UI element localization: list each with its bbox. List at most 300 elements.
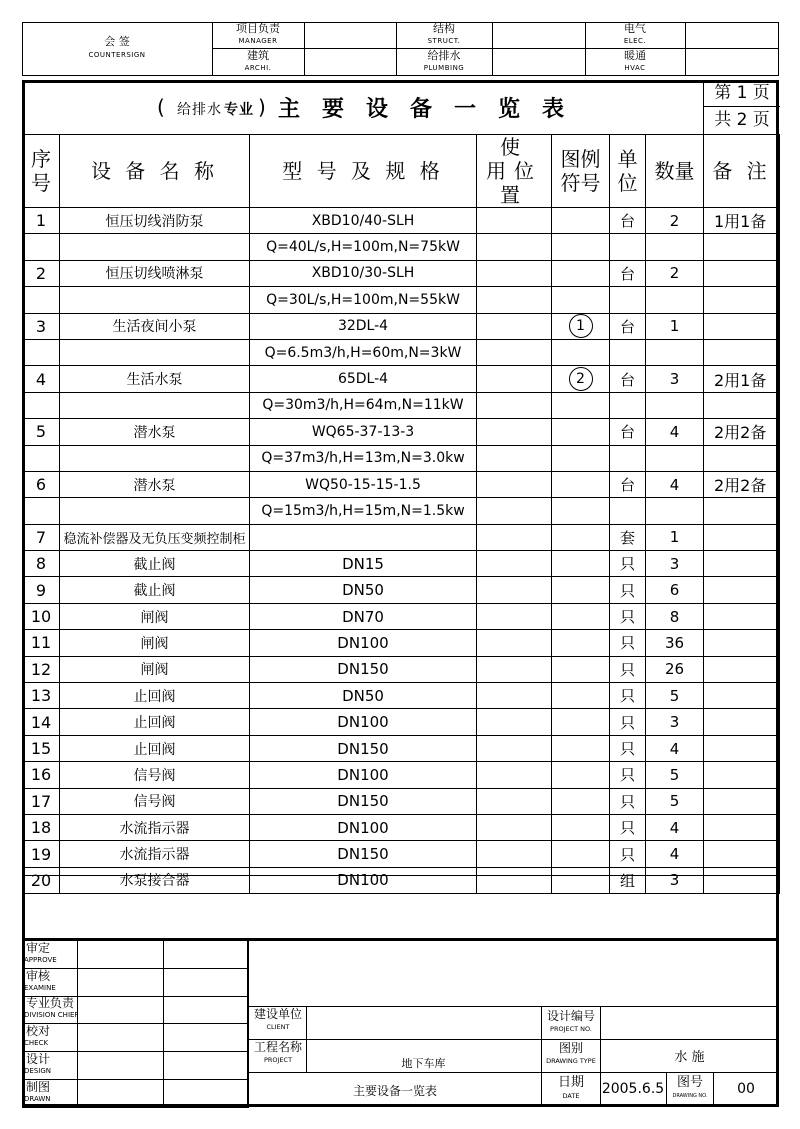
unit-cell: 组 <box>610 867 646 893</box>
name-blank <box>60 234 250 260</box>
name-blank <box>60 287 250 313</box>
cs-hvac: 暖通 <box>624 49 646 62</box>
unit-cell: 只 <box>610 814 646 840</box>
note-cell <box>704 735 780 761</box>
equipment-name: 止回阀 <box>60 735 250 761</box>
blank-cell <box>610 392 646 418</box>
equipment-name: 闸阀 <box>60 630 250 656</box>
quantity-cell: 4 <box>646 841 704 867</box>
title-paren-close: ) <box>258 95 266 119</box>
name-blank <box>60 339 250 365</box>
signoff-label: 专业负责 <box>26 996 75 1011</box>
client-label-en: CLIENT <box>266 1023 290 1031</box>
legend-cell <box>552 683 610 709</box>
cs-hvac-en: HVAC <box>624 64 646 72</box>
table-row <box>23 577 780 603</box>
blank-cell <box>552 234 610 260</box>
quantity-cell: 36 <box>646 630 704 656</box>
page-title: 主要设备一览表 <box>278 97 587 122</box>
table-row <box>23 683 780 709</box>
table-row <box>23 762 780 788</box>
equipment-model: DN100 <box>250 630 477 656</box>
legend-cell <box>552 735 610 761</box>
location-cell <box>477 524 552 550</box>
countersign-label-en: COUNTERSIGN <box>88 51 146 59</box>
blank-cell <box>552 498 610 524</box>
note-cell <box>704 683 780 709</box>
unit-cell: 只 <box>610 709 646 735</box>
table-spec-row <box>23 392 780 418</box>
signoff-label-en: DIVISION CHIEF <box>24 1011 79 1020</box>
signoff-label-en: APPROVE <box>24 956 57 964</box>
unit-cell: 只 <box>610 788 646 814</box>
quantity-cell: 4 <box>646 814 704 840</box>
table-row <box>23 709 780 735</box>
row-number: 17 <box>23 788 60 814</box>
equipment-model: DN100 <box>250 709 477 735</box>
quantity-cell: 4 <box>646 735 704 761</box>
location-cell <box>477 419 552 445</box>
row-number-blank <box>23 287 60 313</box>
cs-struct-en: STRUCT. <box>427 37 461 45</box>
note-cell <box>704 577 780 603</box>
cs-plumbing-en: PLUMBING <box>423 64 465 72</box>
unit-cell: 只 <box>610 630 646 656</box>
date-value: 2005.6.5 <box>601 1081 665 1097</box>
blank-cell <box>477 234 552 260</box>
unit-cell: 只 <box>610 656 646 682</box>
location-cell <box>477 603 552 629</box>
table-row <box>23 366 780 392</box>
note-cell: 2用2备 <box>704 419 780 445</box>
note-cell <box>704 762 780 788</box>
signoff-row <box>22 969 249 997</box>
location-cell <box>477 762 552 788</box>
unit-cell: 只 <box>610 551 646 577</box>
drawing-no-value: 00 <box>737 1081 755 1097</box>
header-model: 型 号 及 规 格 <box>250 135 477 208</box>
equipment-model: DN15 <box>250 551 477 577</box>
equipment-spec: Q=6.5m3/h,H=60m,N=3kW <box>250 339 477 365</box>
row-number: 3 <box>23 313 60 339</box>
note-cell: 2用2备 <box>704 471 780 497</box>
signoff-label-en: CHECK <box>24 1039 49 1048</box>
unit-cell: 台 <box>610 366 646 392</box>
row-number: 18 <box>23 814 60 840</box>
table-spec-row <box>23 339 780 365</box>
equipment-model: DN150 <box>250 656 477 682</box>
title-paren-open: ( <box>157 95 165 119</box>
blank-cell <box>704 445 780 471</box>
row-number: 15 <box>23 735 60 761</box>
row-number-blank <box>23 234 60 260</box>
location-cell <box>477 471 552 497</box>
equipment-model: XBD10/30-SLH <box>250 260 477 286</box>
legend-cell <box>552 841 610 867</box>
table-row <box>23 630 780 656</box>
table-row <box>23 208 780 234</box>
blank-cell <box>552 287 610 313</box>
blank-area <box>22 875 779 938</box>
cs-manager-en: MANAGER <box>238 37 278 45</box>
note-cell <box>704 656 780 682</box>
equipment-name: 潜水泵 <box>60 471 250 497</box>
row-number-blank <box>23 445 60 471</box>
table-row <box>23 313 780 339</box>
row-number: 20 <box>23 867 60 893</box>
equipment-name: 生活水泵 <box>60 366 250 392</box>
equipment-model: DN150 <box>250 735 477 761</box>
row-number: 9 <box>23 577 60 603</box>
quantity-cell: 3 <box>646 867 704 893</box>
header-location: 使 用位 置 <box>477 135 552 208</box>
row-number: 13 <box>23 683 60 709</box>
blank-cell <box>646 287 704 313</box>
unit-cell: 台 <box>610 208 646 234</box>
legend-cell <box>552 419 610 445</box>
equipment-name: 水流指示器 <box>60 814 250 840</box>
title-discipline: 给排水 <box>177 102 222 118</box>
equipment-model: WQ50-15-15-1.5 <box>250 471 477 497</box>
signoff-row <box>22 1080 249 1108</box>
equipment-model: 32DL-4 <box>250 313 477 339</box>
quantity-cell: 8 <box>646 603 704 629</box>
table-row <box>23 788 780 814</box>
signoff-label: 制图 <box>26 1079 51 1094</box>
date-label: 日期 <box>557 1075 584 1090</box>
note-cell <box>704 313 780 339</box>
row-number: 2 <box>23 260 60 286</box>
client-label: 建设单位 <box>253 1007 302 1021</box>
equipment-model: XBD10/40-SLH <box>250 208 477 234</box>
equipment-name: 止回阀 <box>60 709 250 735</box>
legend-cell <box>552 208 610 234</box>
signoff-row <box>22 1052 249 1080</box>
unit-cell: 只 <box>610 603 646 629</box>
legend-cell <box>552 814 610 840</box>
row-number: 6 <box>23 471 60 497</box>
equipment-name: 闸阀 <box>60 656 250 682</box>
legend-cell <box>552 260 610 286</box>
drawing-no-label: 图号 <box>676 1075 703 1090</box>
legend-cell <box>552 788 610 814</box>
row-number: 19 <box>23 841 60 867</box>
blank-cell <box>646 445 704 471</box>
title-suffix: 专业 <box>224 102 254 118</box>
row-number-blank <box>23 392 60 418</box>
equipment-spec: Q=30L/s,H=100m,N=55kW <box>250 287 477 313</box>
cs-struct: 结构 <box>433 22 455 35</box>
unit-cell: 只 <box>610 735 646 761</box>
blank-cell <box>610 339 646 365</box>
cs-archi-en: ARCHI. <box>244 64 272 72</box>
blank-cell <box>477 498 552 524</box>
blank-cell <box>704 498 780 524</box>
location-cell <box>477 260 552 286</box>
row-number: 16 <box>23 762 60 788</box>
location-cell <box>477 551 552 577</box>
note-cell: 1用1备 <box>704 208 780 234</box>
table-spec-row <box>23 498 780 524</box>
project-name: 地下车库 <box>401 1057 446 1070</box>
equipment-model: DN70 <box>250 603 477 629</box>
signoff-label: 设计 <box>26 1051 51 1066</box>
quantity-cell: 26 <box>646 656 704 682</box>
note-cell <box>704 788 780 814</box>
table-row <box>23 260 780 286</box>
equipment-name: 截止阀 <box>60 577 250 603</box>
blank-cell <box>704 392 780 418</box>
unit-cell: 套 <box>610 524 646 550</box>
countersign-label: 会 签 <box>104 35 130 48</box>
quantity-cell: 6 <box>646 577 704 603</box>
table-row <box>23 841 780 867</box>
note-cell <box>704 630 780 656</box>
equipment-model: DN50 <box>250 683 477 709</box>
quantity-cell: 2 <box>646 208 704 234</box>
equipment-name: 信号阀 <box>60 788 250 814</box>
equipment-model: WQ65-37-13-3 <box>250 419 477 445</box>
location-cell <box>477 683 552 709</box>
blank-cell <box>477 339 552 365</box>
table-row <box>23 814 780 840</box>
legend-cell <box>552 709 610 735</box>
cs-manager: 项目负责 <box>236 22 280 35</box>
header-no: 序号 <box>23 135 60 208</box>
table-header-row <box>23 135 780 208</box>
signoff-row <box>22 1024 249 1052</box>
note-cell <box>704 841 780 867</box>
row-number: 7 <box>23 524 60 550</box>
equipment-name: 闸阀 <box>60 603 250 629</box>
unit-cell: 台 <box>610 313 646 339</box>
blank-cell <box>477 445 552 471</box>
table-row <box>23 471 780 497</box>
location-cell <box>477 735 552 761</box>
blank-cell <box>552 445 610 471</box>
blank-cell <box>646 498 704 524</box>
legend-cell <box>552 366 610 392</box>
table-row <box>23 603 780 629</box>
row-number: 12 <box>23 656 60 682</box>
table-row <box>23 551 780 577</box>
blank-cell <box>477 392 552 418</box>
unit-cell: 只 <box>610 762 646 788</box>
blank-cell <box>646 339 704 365</box>
unit-cell: 只 <box>610 683 646 709</box>
quantity-cell: 4 <box>646 419 704 445</box>
name-blank <box>60 498 250 524</box>
unit-cell: 只 <box>610 841 646 867</box>
legend-cell <box>552 524 610 550</box>
blank-cell <box>552 339 610 365</box>
row-number: 10 <box>23 603 60 629</box>
header-note: 备 注 <box>704 135 780 208</box>
unit-cell: 台 <box>610 471 646 497</box>
signoff-label: 审核 <box>26 968 51 983</box>
location-cell <box>477 841 552 867</box>
table-row <box>23 656 780 682</box>
equipment-spec: Q=30m3/h,H=64m,N=11kW <box>250 392 477 418</box>
row-number: 1 <box>23 208 60 234</box>
blank-cell <box>610 445 646 471</box>
equipment-table <box>22 134 780 894</box>
blank-cell <box>646 234 704 260</box>
drawing-title: 主要设备一览表 <box>352 1084 437 1098</box>
equipment-name: 恒压切线喷淋泵 <box>60 260 250 286</box>
blank-cell <box>704 234 780 260</box>
equipment-model: DN150 <box>250 841 477 867</box>
note-cell <box>704 524 780 550</box>
equipment-model: DN150 <box>250 788 477 814</box>
quantity-cell: 5 <box>646 683 704 709</box>
drawing-type-label: 图别 <box>558 1041 583 1055</box>
location-cell <box>477 814 552 840</box>
quantity-cell: 3 <box>646 709 704 735</box>
equipment-spec: Q=37m3/h,H=13m,N=3.0kw <box>250 445 477 471</box>
legend-cell <box>552 762 610 788</box>
legend-symbol: 1 <box>569 314 593 338</box>
quantity-cell: 3 <box>646 551 704 577</box>
note-cell <box>704 551 780 577</box>
legend-symbol: 2 <box>569 367 593 391</box>
header-legend: 图例符号 <box>552 135 610 208</box>
project-label-en: PROJECT <box>263 1056 293 1064</box>
table-spec-row <box>23 445 780 471</box>
signoff-label: 校对 <box>26 1024 51 1039</box>
project-no-label-en: PROJECT NO. <box>550 1025 592 1033</box>
legend-cell <box>552 656 610 682</box>
equipment-model: 65DL-4 <box>250 366 477 392</box>
row-number-blank <box>23 339 60 365</box>
unit-cell: 只 <box>610 577 646 603</box>
equipment-model: DN100 <box>250 762 477 788</box>
header-name: 设 备 名 称 <box>60 135 250 208</box>
blank-cell <box>646 392 704 418</box>
blank-cell <box>552 392 610 418</box>
equipment-spec: Q=40L/s,H=100m,N=75kW <box>250 234 477 260</box>
quantity-cell: 1 <box>646 313 704 339</box>
quantity-cell: 2 <box>646 260 704 286</box>
table-spec-row <box>23 234 780 260</box>
drawing-no-label-en: DRAWING NO. <box>672 1093 708 1099</box>
project-no-label: 设计编号 <box>546 1009 595 1023</box>
equipment-model: DN100 <box>250 814 477 840</box>
legend-cell <box>552 577 610 603</box>
unit-cell: 台 <box>610 419 646 445</box>
equipment-name: 截止阀 <box>60 551 250 577</box>
row-number: 8 <box>23 551 60 577</box>
cs-elec: 电气 <box>624 22 646 35</box>
blank-cell <box>477 287 552 313</box>
header-unit: 单位 <box>610 135 646 208</box>
blank-cell <box>704 339 780 365</box>
blank-cell <box>704 287 780 313</box>
header-qty: 数量 <box>646 135 704 208</box>
legend-cell <box>552 630 610 656</box>
equipment-name: 止回阀 <box>60 683 250 709</box>
quantity-cell: 3 <box>646 366 704 392</box>
legend-cell <box>552 551 610 577</box>
quantity-cell: 5 <box>646 788 704 814</box>
signoff-row <box>22 996 249 1024</box>
row-number: 11 <box>23 630 60 656</box>
cs-archi: 建筑 <box>247 49 269 62</box>
row-number: 4 <box>23 366 60 392</box>
equipment-model <box>250 524 477 550</box>
cs-plumbing: 给排水 <box>427 49 461 62</box>
location-cell <box>477 656 552 682</box>
legend-cell <box>552 471 610 497</box>
location-cell <box>477 366 552 392</box>
legend-cell <box>552 603 610 629</box>
legend-cell <box>552 313 610 339</box>
cs-elec-en: ELEC. <box>623 37 647 45</box>
page-number-box <box>703 80 779 134</box>
equipment-name: 信号阀 <box>60 762 250 788</box>
page-total: 共 2 页 <box>714 110 770 130</box>
name-blank <box>60 392 250 418</box>
drawing-type-label-en: DRAWING TYPE <box>546 1057 596 1065</box>
quantity-cell: 1 <box>646 524 704 550</box>
blank-cell <box>610 234 646 260</box>
date-label-en: DATE <box>562 1092 580 1100</box>
name-blank <box>60 445 250 471</box>
quantity-cell: 5 <box>646 762 704 788</box>
blank-cell <box>610 498 646 524</box>
table-spec-row <box>23 287 780 313</box>
equipment-name: 水泵接合器 <box>60 867 250 893</box>
note-cell <box>704 260 780 286</box>
note-cell <box>704 603 780 629</box>
location-cell <box>477 788 552 814</box>
signoff-row <box>22 941 249 969</box>
equipment-name: 恒压切线消防泵 <box>60 208 250 234</box>
note-cell <box>704 709 780 735</box>
note-cell <box>704 814 780 840</box>
quantity-cell: 4 <box>646 471 704 497</box>
location-cell <box>477 709 552 735</box>
location-cell <box>477 313 552 339</box>
table-row <box>23 419 780 445</box>
row-number-blank <box>23 498 60 524</box>
signoff-label: 审定 <box>26 941 51 955</box>
equipment-model: DN100 <box>250 867 477 893</box>
drawing-type-value: 水 施 <box>674 1050 705 1065</box>
location-cell <box>477 630 552 656</box>
equipment-name: 潜水泵 <box>60 419 250 445</box>
equipment-model: DN50 <box>250 577 477 603</box>
equipment-spec: Q=15m3/h,H=15m,N=1.5kw <box>250 498 477 524</box>
location-cell <box>477 577 552 603</box>
signoff-label-en: DESIGN <box>24 1066 51 1075</box>
equipment-name: 生活夜间小泵 <box>60 313 250 339</box>
project-label: 工程名称 <box>253 1040 302 1054</box>
signoff-label-en: EXAMINE <box>24 983 56 992</box>
signoff-label-en: DRAWN <box>24 1094 51 1103</box>
location-cell <box>477 208 552 234</box>
table-row <box>23 524 780 550</box>
equipment-name: 水流指示器 <box>60 841 250 867</box>
row-number: 5 <box>23 419 60 445</box>
row-number: 14 <box>23 709 60 735</box>
blank-cell <box>610 287 646 313</box>
equipment-name: 稳流补偿器及无负压变频控制柜 <box>60 524 250 550</box>
page-number: 第 1 页 <box>704 80 780 107</box>
unit-cell: 台 <box>610 260 646 286</box>
note-cell: 2用1备 <box>704 366 780 392</box>
table-row <box>23 735 780 761</box>
